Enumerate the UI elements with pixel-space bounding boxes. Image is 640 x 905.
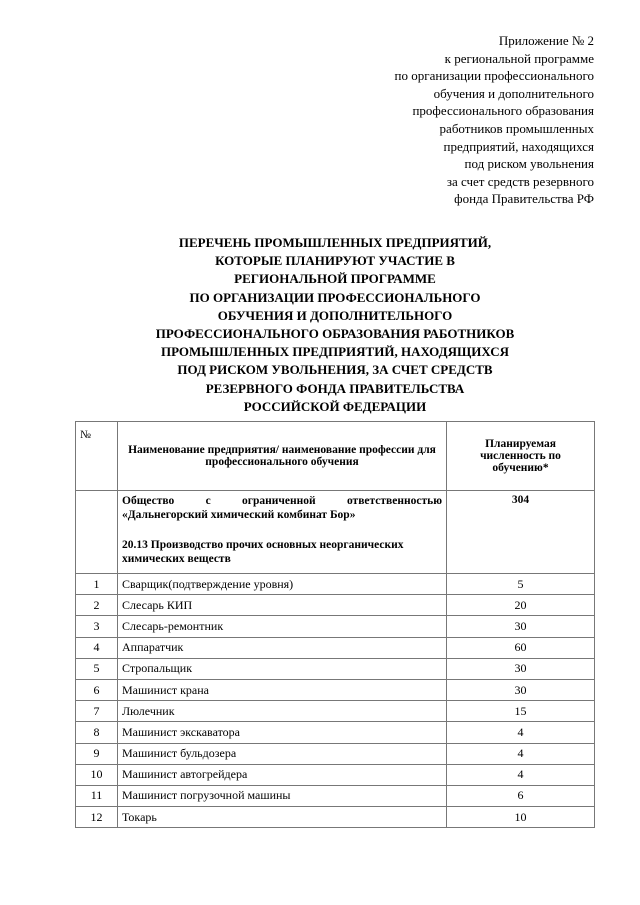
table-row bbox=[76, 701, 595, 722]
row-number: 1 bbox=[76, 574, 118, 595]
row-count: 10 bbox=[447, 807, 595, 828]
organization-row bbox=[76, 491, 595, 574]
table-row bbox=[76, 785, 595, 806]
table-row bbox=[76, 764, 595, 785]
table-header-row bbox=[76, 422, 595, 491]
title-line: ПРОФЕССИОНАЛЬНОГО ОБРАЗОВАНИЯ РАБОТНИКОВ bbox=[155, 326, 515, 342]
appendix-line: за счет средств резервного bbox=[446, 173, 594, 189]
row-count: 30 bbox=[447, 616, 595, 637]
appendix-line: предприятий, находящихся bbox=[443, 138, 594, 154]
table-row bbox=[76, 743, 595, 764]
table-row bbox=[76, 595, 595, 616]
row-number: 10 bbox=[76, 764, 118, 785]
header-number: № bbox=[76, 422, 118, 491]
row-number: 6 bbox=[76, 679, 118, 700]
row-count: 4 bbox=[447, 743, 595, 764]
row-number: 5 bbox=[76, 658, 118, 679]
table-row bbox=[76, 807, 595, 828]
title-line: РЕЗЕРВНОГО ФОНДА ПРАВИТЕЛЬСТВА bbox=[205, 380, 465, 396]
table-row bbox=[76, 574, 595, 595]
appendix-line: к региональной программе bbox=[444, 50, 594, 66]
title-line: РЕГИОНАЛЬНОЙ ПРОГРАММЕ bbox=[234, 271, 436, 287]
profession-rows bbox=[76, 574, 595, 828]
title-line: КОТОРЫЕ ПЛАНИРУЮТ УЧАСТИЕ В bbox=[215, 253, 455, 269]
title-line: ПЕРЕЧЕНЬ ПРОМЫШЛЕННЫХ ПРЕДПРИЯТИЙ, bbox=[178, 235, 492, 250]
row-profession: Стропальщик bbox=[118, 658, 447, 679]
row-number: 7 bbox=[76, 701, 118, 722]
row-profession: Аппаратчик bbox=[118, 637, 447, 658]
row-number: 9 bbox=[76, 743, 118, 764]
row-profession: Сварщик(подтверждение уровня) bbox=[118, 574, 447, 595]
row-count: 30 bbox=[447, 658, 595, 679]
row-number: 4 bbox=[76, 637, 118, 658]
row-count: 4 bbox=[447, 722, 595, 743]
row-profession: Слесарь КИП bbox=[118, 595, 447, 616]
row-count: 6 bbox=[447, 785, 595, 806]
organization-number bbox=[76, 491, 118, 574]
row-count: 60 bbox=[447, 637, 595, 658]
organization-name-line1: Общество с ограниченной ответственностью bbox=[122, 495, 442, 507]
appendix-line: под риском увольнения bbox=[464, 156, 594, 172]
header-name: Наименование предприятия/ наименование профессии для профессионального обучения bbox=[118, 422, 447, 491]
appendix-header bbox=[274, 32, 594, 208]
row-count: 20 bbox=[447, 595, 595, 616]
enterprise-table bbox=[75, 421, 595, 828]
table-row bbox=[76, 722, 595, 743]
row-number: 8 bbox=[76, 722, 118, 743]
row-number: 3 bbox=[76, 616, 118, 637]
row-count: 5 bbox=[447, 574, 595, 595]
appendix-line: по организации профессионального bbox=[394, 68, 594, 84]
row-number: 12 bbox=[76, 807, 118, 828]
row-count: 4 bbox=[447, 764, 595, 785]
title-line: ПРОМЫШЛЕННЫХ ПРЕДПРИЯТИЙ, НАХОДЯЩИХСЯ bbox=[160, 344, 510, 360]
row-profession: Машинист автогрейдера bbox=[118, 764, 447, 785]
row-number: 2 bbox=[76, 595, 118, 616]
table-row bbox=[76, 679, 595, 700]
title-line: ОБУЧЕНИЯ И ДОПОЛНИТЕЛЬНОГО bbox=[217, 307, 453, 323]
row-profession: Люлечник bbox=[118, 701, 447, 722]
appendix-line: фонда Правительства РФ bbox=[454, 191, 594, 207]
row-profession: Машинист экскаватора bbox=[118, 722, 447, 743]
document-title bbox=[0, 234, 640, 416]
row-profession: Машинист погрузочной машины bbox=[118, 785, 447, 806]
organization-count: 304 bbox=[447, 491, 595, 574]
title-line: ПО ОРГАНИЗАЦИИ ПРОФЕССИОНАЛЬНОГО bbox=[189, 289, 481, 305]
appendix-line: работников промышленных bbox=[439, 120, 594, 136]
row-profession: Токарь bbox=[118, 807, 447, 828]
title-line: РОССИЙСКОЙ ФЕДЕРАЦИИ bbox=[243, 398, 427, 414]
organization-okved: 20.13 Производство прочих основных неорганических химических веществ bbox=[122, 539, 404, 565]
organization-cell bbox=[118, 491, 447, 574]
row-profession: Машинист бульдозера bbox=[118, 743, 447, 764]
title-line: ПОД РИСКОМ УВОЛЬНЕНИЯ, ЗА СЧЕТ СРЕДСТВ bbox=[177, 362, 493, 378]
row-profession: Слесарь-ремонтник bbox=[118, 616, 447, 637]
row-profession: Машинист крана bbox=[118, 679, 447, 700]
row-number: 11 bbox=[76, 785, 118, 806]
table-row bbox=[76, 637, 595, 658]
appendix-line: Приложение № 2 bbox=[498, 33, 594, 48]
organization-name-line2: «Дальнегорский химический комбинат Бор» bbox=[122, 509, 356, 521]
row-count: 15 bbox=[447, 701, 595, 722]
appendix-line: профессионального образования bbox=[412, 103, 594, 119]
header-count: Планируемая численность по обучению* bbox=[447, 422, 595, 491]
row-count: 30 bbox=[447, 679, 595, 700]
appendix-line: обучения и дополнительного bbox=[433, 85, 594, 101]
table-row bbox=[76, 616, 595, 637]
table-row bbox=[76, 658, 595, 679]
